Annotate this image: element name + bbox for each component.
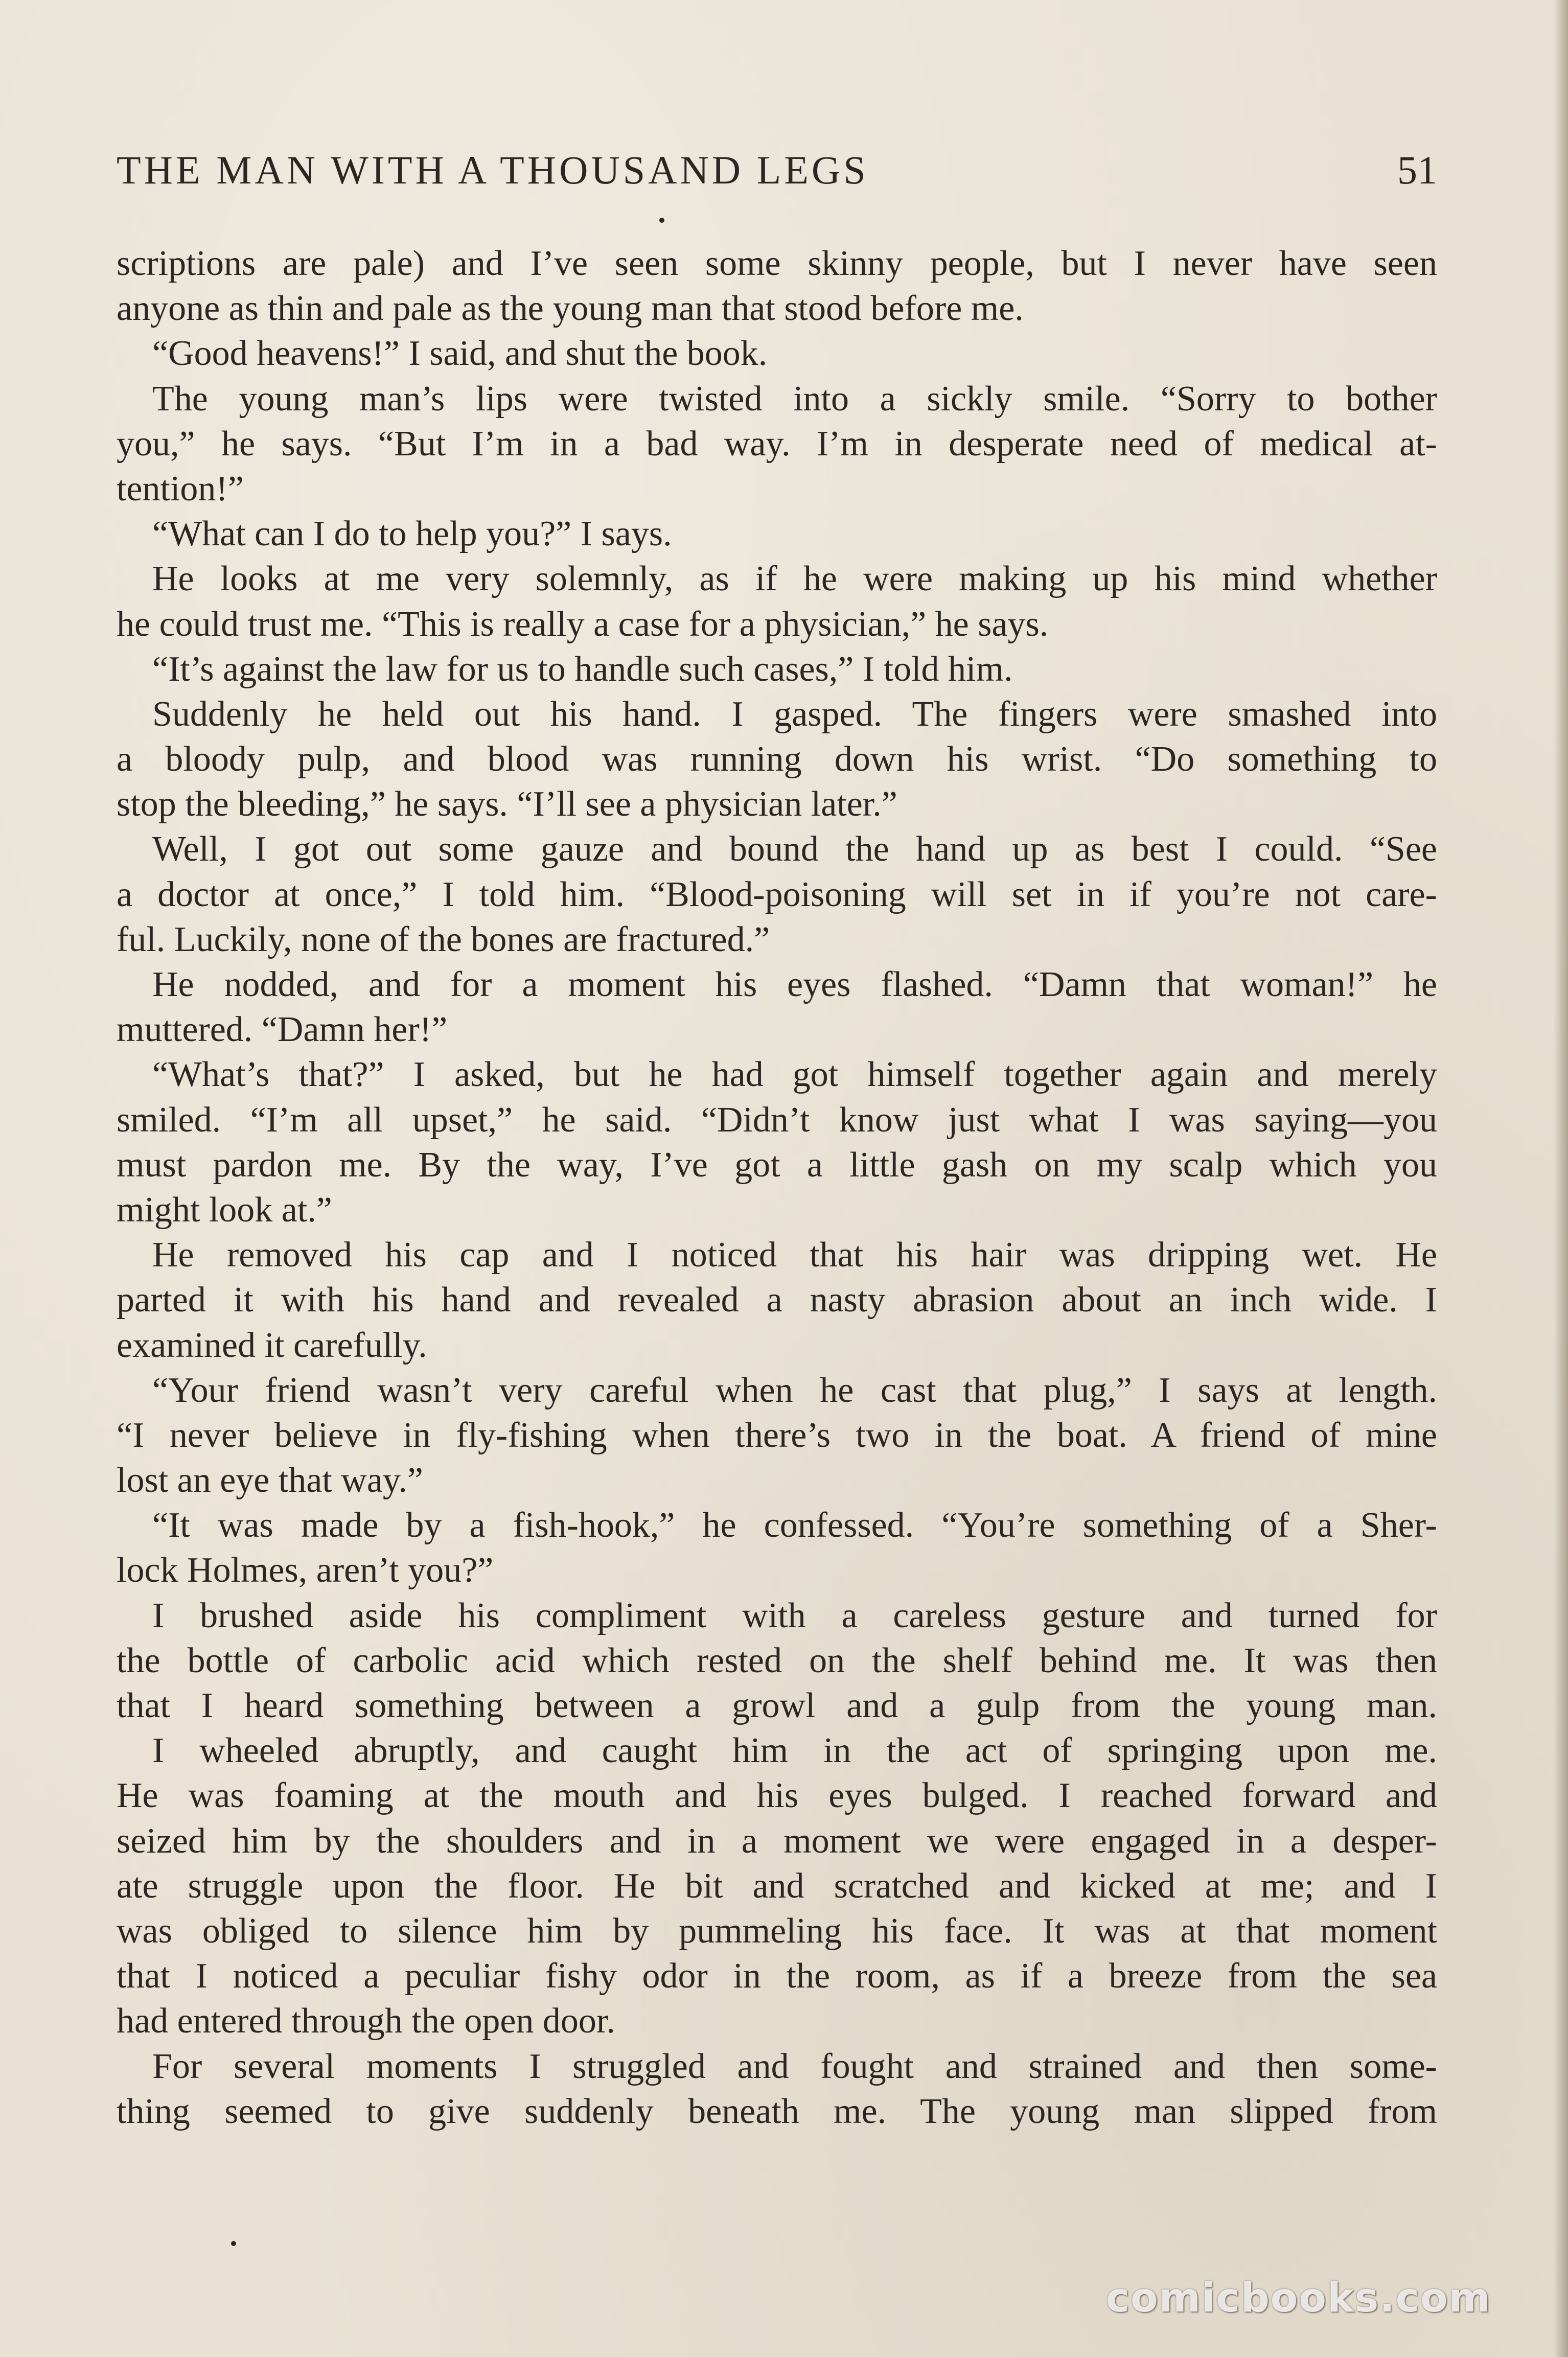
- text-line: tention!”: [117, 469, 244, 509]
- text-line: Well, I got out some gauze and bound the hand up as best I could. “See: [152, 829, 1437, 869]
- text-line: smiled. “I’m all upset,” he said. “Didn’t know just what I was saying—you: [117, 1100, 1437, 1140]
- text-line: “Your friend wasn’t very careful when he cast that plug,” I says at length.: [152, 1370, 1437, 1410]
- text-line: had entered through the open door.: [117, 2001, 615, 2041]
- text-line: that I noticed a peculiar fishy odor in the room, as if a breeze from the sea: [117, 1956, 1437, 1996]
- text-line: The young man’s lips were twisted into a sickly smile. “Sorry to bother: [152, 379, 1437, 419]
- text-line: muttered. “Damn her!”: [117, 1010, 448, 1050]
- text-line: I brushed aside his compliment with a careless gesture and turned for: [152, 1596, 1437, 1635]
- text-line: stop the bleeding,” he says. “I’ll see a physician later.”: [117, 784, 897, 824]
- text-line: ate struggle upon the floor. He bit and scratched and kicked at me; and I: [117, 1866, 1437, 1906]
- text-line: you,” he says. “But I’m in a bad way. I’m in desperate need of medical at-: [117, 424, 1437, 464]
- text-line: lock Holmes, aren’t you?”: [117, 1551, 494, 1590]
- watermark: comicbooks.com: [1105, 2275, 1491, 2321]
- text-line: the bottle of carbolic acid which rested on the shelf behind me. It was then: [117, 1640, 1437, 1680]
- text-line: He nodded, and for a moment his eyes flashed. “Damn that woman!” he: [152, 965, 1437, 1004]
- text-line: was obliged to silence him by pummeling his face. It was at that moment: [117, 1911, 1437, 1951]
- text-line: seized him by the shoulders and in a moment we were engaged in a desper-: [117, 1821, 1437, 1861]
- text-line: anyone as thin and pale as the young man that stood before me.: [117, 289, 1024, 329]
- page-edge-shadow: [1554, 0, 1568, 2357]
- paper-speck: [659, 218, 664, 223]
- text-line: scriptions are pale) and I’ve seen some skinny people, but I never have seen: [117, 244, 1437, 283]
- text-line: must pardon me. By the way, I’ve got a little gash on my scalp which you: [117, 1145, 1437, 1185]
- text-line: ful. Luckily, none of the bones are fractured.”: [117, 919, 770, 959]
- text-line: “It’s against the law for us to handle such cases,” I told him.: [152, 649, 1013, 689]
- text-line: I wheeled abruptly, and caught him in the act of springing upon me.: [152, 1731, 1437, 1771]
- text-line: thing seemed to give suddenly beneath me. The young man slipped from: [117, 2091, 1437, 2131]
- text-line: a doctor at once,” I told him. “Blood-poisoning will set in if you’re not care-: [117, 874, 1437, 914]
- running-head: [117, 142, 1437, 198]
- text-line: examined it carefully.: [117, 1325, 427, 1365]
- text-line: “It was made by a fish-hook,” he confessed. “You’re something of a Sher-: [152, 1506, 1437, 1545]
- text-line: might look at.”: [117, 1190, 332, 1230]
- text-body: [117, 241, 1437, 2183]
- text-line: he could trust me. “This is really a case for a physician,” he says.: [117, 604, 1049, 644]
- text-line: He looks at me very solemnly, as if he were making up his mind whether: [152, 559, 1437, 599]
- text-line: He removed his cap and I noticed that his hair was dripping wet. He: [152, 1235, 1437, 1275]
- text-line: “I never believe in fly-fishing when there’s two in the boat. A friend of mine: [117, 1415, 1437, 1455]
- paper-speck: [231, 2241, 236, 2246]
- running-title: THE MAN WITH A THOUSAND LEGS: [117, 148, 869, 192]
- text-line: “What’s that?” I asked, but he had got himself together again and merely: [152, 1055, 1437, 1095]
- text-line: that I heard something between a growl and a gulp from the young man.: [117, 1686, 1437, 1725]
- text-line: He was foaming at the mouth and his eyes bulged. I reached forward and: [117, 1776, 1437, 1816]
- text-line: parted it with his hand and revealed a nasty abrasion about an inch wide. I: [117, 1280, 1437, 1320]
- text-line: a bloody pulp, and blood was running down his wrist. “Do something to: [117, 740, 1437, 779]
- text-line: Suddenly he held out his hand. I gasped. The fingers were smashed into: [152, 694, 1437, 734]
- text-line: “Good heavens!” I said, and shut the book.: [152, 334, 768, 374]
- text-line: For several moments I struggled and fought and strained and then some-: [152, 2046, 1437, 2086]
- text-line: lost an eye that way.”: [117, 1461, 423, 1500]
- text-line: “What can I do to help you?” I says.: [152, 514, 672, 554]
- page-number: 51: [1397, 148, 1437, 192]
